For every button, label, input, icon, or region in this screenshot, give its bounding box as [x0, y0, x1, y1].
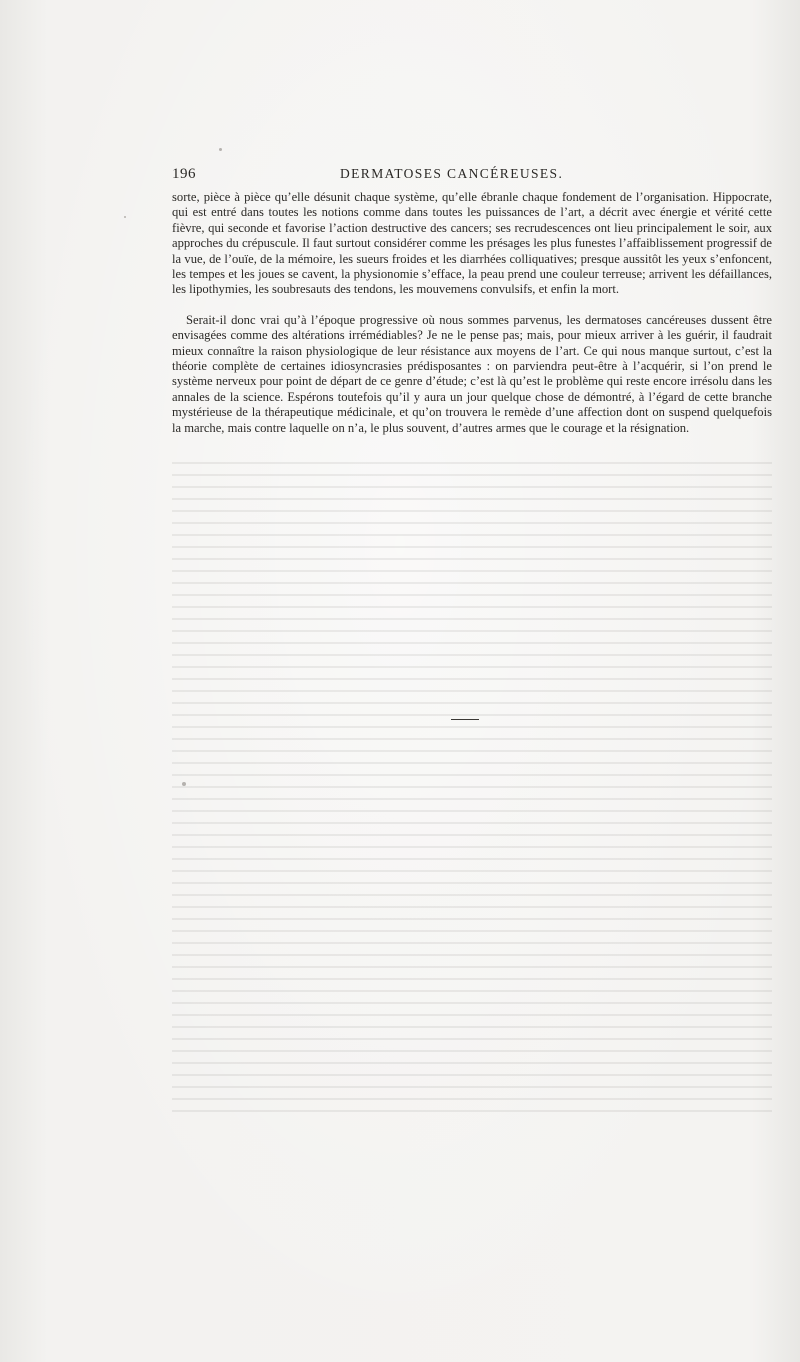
paper-speck [124, 216, 126, 218]
page-number: 196 [172, 166, 196, 182]
body-text [172, 190, 772, 436]
paper-speck [219, 148, 222, 151]
paragraph-1: sorte, pièce à pièce qu’elle désunit chaque système, qu’elle ébranle chaque fondement de l’organisation. Hippocrate, qui est entré dans toutes les notions comme dans toutes les puissances de l’art, a décrit avec énergie et vérité cette fièvre, qui seconde et favorise l’action destructive des cancers; ses recrudescences ont lieu principalement le soir, aux approches du crépuscule. Il faut surtout considérer comme les présages les plus funestes l’affaiblissement progressif de la vue, de l’ouïe, de la mémoire, les sueurs froides et les diarrhées colliquatives; presque aussitôt les yeux s’enfoncent, les tempes et les joues se cavent, la physionomie s’efface, la peau prend une couleur terreuse; arrivent les défaillances, les lipothymies, les soubresauts des tendons, les mouvemens convulsifs, et enfin la mort. [172, 190, 772, 297]
paper-speck [182, 782, 186, 786]
paragraph-2: Serait-il donc vrai qu’à l’époque progressive où nous sommes parvenus, les dermatoses cancéreuses dussent être envisagées comme des altérations irrémédiables? Je ne le pense pas; mais, pour mieux arriver à les guérir, il faudrait mieux connaître la raison physiologique de leur résistance aux moyens de l’art. Ce qui nous manque surtout, c’est la théorie complète de certaines idiosyncrasies prédisposantes : on parviendra peut-être à l’acquérir, si l’on prend le système nerveux pour point de départ de ce genre d’étude; c’est là qu’est le problème qui reste encore irrésolu dans les annales de la science. Espérons toutefois qu’il y aura un jour quelque chose de démontré, à l’égard de cette branche mystérieuse de la thérapeutique médicinale, et qu’on trouvera le remède d’une affection dont on suspend quelquefois la marche, mais contre laquelle on n’a, le plus souvent, d’autres armes que le courage et la résignation. [172, 312, 772, 435]
end-rule [451, 719, 479, 720]
page-header [172, 166, 772, 190]
show-through-texture [172, 462, 772, 1112]
running-title: DERMATOSES CANCÉREUSES. [340, 166, 564, 181]
